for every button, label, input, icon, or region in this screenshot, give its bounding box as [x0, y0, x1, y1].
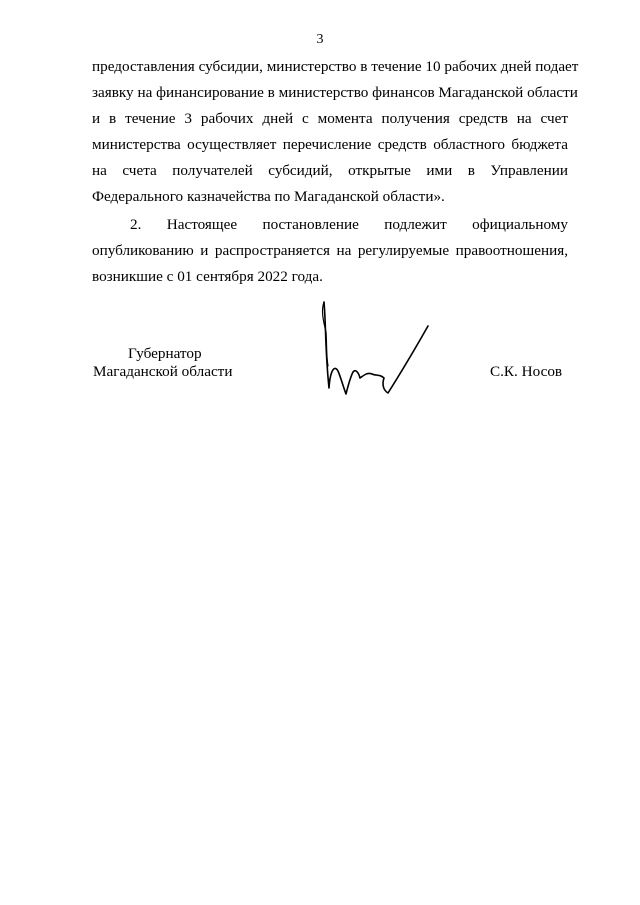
page-number: 3	[316, 32, 324, 47]
body-line-7: 2. Настоящее постановление подлежит официальному	[130, 216, 568, 233]
body-line-8: опубликованию и распространяется на регулируемые правоотношения,	[92, 242, 568, 259]
body-line-4: министерства осуществляет перечисление средств областного бюджета	[92, 136, 568, 153]
signatory-title-line-2: Магаданской области	[93, 363, 233, 380]
handwritten-signature	[312, 294, 442, 404]
signature-stroke	[324, 302, 428, 394]
body-line-1: предоставления субсидии, министерство в течение 10 рабочих дней подает	[92, 58, 579, 75]
body-line-3: и в течение 3 рабочих дней с момента получения средств на счет	[92, 110, 568, 127]
body-line-9: возникшие с 01 сентября 2022 года.	[92, 268, 323, 285]
body-line-6: Федерального казначейства по Магаданской области».	[92, 188, 445, 205]
signatory-name: С.К. Носов	[490, 363, 563, 380]
body-line-2: заявку на финансирование в министерство финансов Магаданской области	[92, 84, 578, 101]
body-line-5: на счета получателей субсидий, открытые ими в Управлении	[92, 162, 568, 179]
signatory-title-line-1: Губернатор	[128, 345, 202, 362]
